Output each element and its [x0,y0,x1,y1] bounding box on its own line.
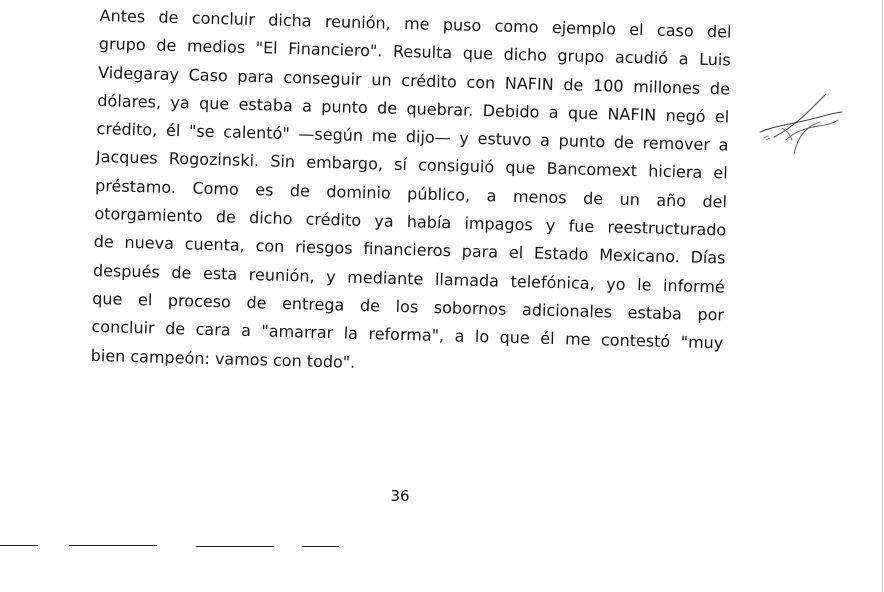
paragraph-line: Videgaray Caso para conseguir un crédito con NAFIN de 100 millones de [97,62,731,99]
signature-blank-line [69,545,157,546]
paragraph-line: bien campeón: vamos con todo". [90,345,356,372]
paragraph-line: Antes de concluir dicha reunión, me puso como ejemplo el caso del [99,5,732,42]
signature-blank-line [196,546,274,547]
paragraph-line: de nueva cuenta, con riesgos financieros para el Estado Mexicano. Días [93,232,726,268]
paragraph-line: otorgamiento de dicho crédito ya había impagos y fue reestructurado [94,204,727,240]
paragraph-line: grupo de medios "El Financiero". Resulta que dicho grupo acudió a Luis [98,34,731,70]
paragraph-line: Jacques Rogozinski. Sin embargo, sí consiguió que Bancomext hiciera el [95,147,728,183]
paragraph-line: concluir de cara a "amarrar la reforma", a lo que él me contestó "muy [91,317,724,353]
paragraph-line: que el proceso de entrega de los sobornos adicionales estaba por [91,288,725,325]
paragraph-line: préstamo. Como es de dominio público, a menos de un año del [94,175,728,212]
handwritten-signature [756,90,846,160]
page-number: 36 [390,487,410,505]
paragraph-line: dólares, ya que estaba a punto de quebrar. Debido a que NAFIN negó el [97,90,730,127]
signature-blank-line [302,546,339,547]
paragraph-line: después de esta reunión, y mediante llamada telefónica, yo le informé [92,260,726,297]
paragraph-line: crédito, él "se calentó" —según me dijo— y estuvo a punto de remover a [96,119,729,155]
page-edge [882,0,883,592]
body-paragraph [90,2,731,386]
signature-blank-line [0,545,38,546]
